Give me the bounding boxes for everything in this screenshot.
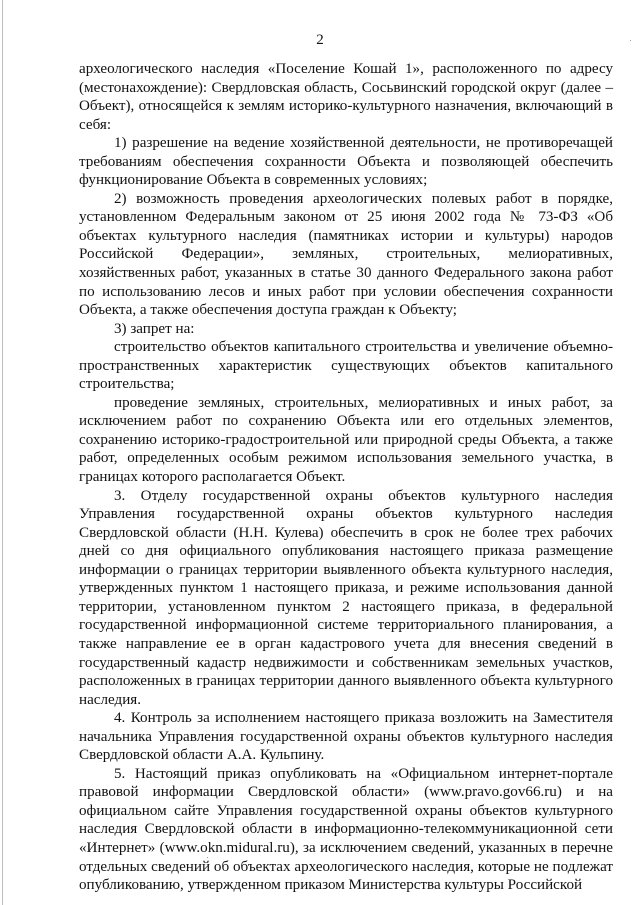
paragraph-clause-3: 3. Отделу государственной охраны объектов культурного наследия Управления государственной охраны объектов культурного наследия Свердловской области (Н.Н. Кулева) обеспечить в срок не более трех рабочих дней со дня официального опубликования настоящего приказа размещение информации о границах территории выявленного объекта культурного наследия, утвержденных пунктом 1 настоящего приказа, и режиме использования данной территории, установленном пунктом 2 настоящего приказа, в федеральной государственной информационной системе территориального планирования, а также направление ее в орган кадастрового учета для внесения сведений в государственный кадастр недвижимости и собственникам земельных участков, расположенных в границах территории данного выявленного объекта культурного наследия.: [79, 487, 613, 708]
paragraph-item-3: 3) запрет на:: [114, 320, 195, 337]
paragraph-item-2: 2) возможность проведения археологических полевых работ в порядке, установленном Федеральным законом от 25 июня 2002 года № 73-ФЗ «Об объектах культурного наследия (памятниках истории и культуры) народов Российской Федерации», земляных, строительных, мелиоративных, хозяйственных работ, указанных в статье 30 данного Федерального закона работ по использованию лесов и иных работ при условии обеспечения сохранности Объекта, а также обеспечения доступа граждан к Объекту;: [79, 190, 613, 319]
document-body: [79, 60, 613, 895]
paragraph-clause-4: 4. Контроль за исполнением настоящего приказа возложить на Заместителя начальника Управления государственной охраны объектов культурного наследия Свердловской области А.А. Кульпину.: [79, 710, 613, 764]
paragraph-clause-5: 5. Настоящий приказ опубликовать на «Официальном интернет-портале правовой информации Свердловской области» (www.pravo.gov66.ru) и на официальном сайте Управления государственной охраны объектов культурного наследия Свердловской области в информационно-телекоммуникационной сети «Интернет» (www.okn.midural.ru), за исключением сведений, указанных в перечне отдельных сведений об объектах археологического наследия, которые не подлежат опубликованию, утвержденном приказом Министерства культуры Российской: [79, 765, 613, 894]
paragraph-continuation: археологического наследия «Поселение Кошай 1», расположенного по адресу (местонахождение): Свердловская область, Сосьвинский городской округ (далее – Объект), относящейся к землям историко-культурного назначения, включающий в себя:: [79, 61, 613, 133]
paragraph-prohibition-construction: строительство объектов капитального строительства и увеличение объемно-пространственных характеристик существующих объектов капитального строительства;: [79, 339, 613, 393]
paragraph-item-1: 1) разрешение на ведение хозяйственной деятельности, не противоречащей требованиям обеспечения сохранности Объекта и позволяющей обеспечить функционирование Объекта в современных условиях;: [79, 135, 613, 189]
scan-edge-line: [2, 0, 3, 905]
page-number: 2: [316, 32, 324, 48]
paragraph-prohibition-works: проведение земляных, строительных, мелиоративных и иных работ, за исключением работ по сохранению Объекта или его отдельных элементов, сохранению историко-градостроительной или природной среды Объекта, а также работ, определенных особым режимом использования земельного участка, в границах которого располагается Объект.: [79, 394, 613, 486]
scan-speck: [207, 857, 208, 858]
scan-speck: [630, 40, 631, 41]
